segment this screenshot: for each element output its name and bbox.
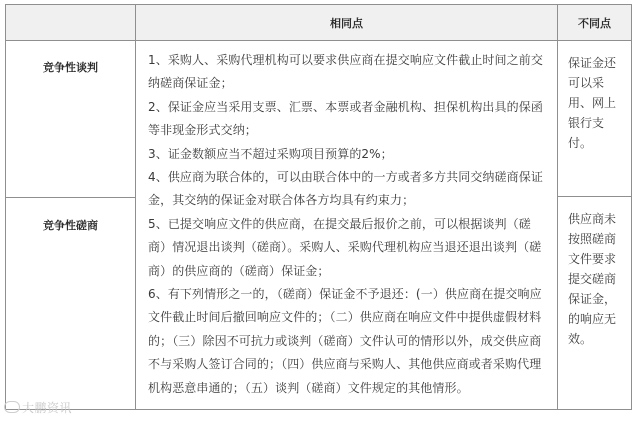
watermark-text: 大鹏资讯	[22, 401, 73, 415]
different-points-cell	[558, 41, 632, 410]
row-divider-right	[557, 196, 631, 197]
row-labels-cell	[6, 41, 136, 410]
header-different-cell: 不同点	[558, 5, 632, 41]
common-item: 1、采购人、采购代理机构可以要求供应商在提交响应文件截止时间之前交纳磋商保证金；	[148, 53, 543, 91]
watermark-icon	[4, 401, 20, 413]
different-consultation: 供应商未按照磋商文件要求提交磋商保证金，的响应无效。	[568, 212, 617, 346]
table-body-row	[6, 41, 632, 410]
common-item: 2、保证金应当采用支票、汇票、本票或者金融机构、担保机构出具的保函等非现金形式交纳；	[148, 99, 543, 138]
common-item: 5、已提交响应文件的供应商，在提交最后报价之前，可以根据谈判（磋商）情况退出谈判（磋商）。采购人、采购代理机构应当退还退出谈判（磋商）的供应商的（磋商）保证金；	[148, 216, 542, 278]
row-label-consultation: 竞争性磋商	[43, 219, 98, 232]
row-label-negotiation: 竞争性谈判	[43, 61, 98, 74]
different-negotiation: 保证金还可以采用、网上银行支付。	[568, 56, 617, 150]
row-divider-left	[5, 197, 135, 198]
common-points-cell	[136, 41, 558, 410]
watermark	[4, 399, 72, 416]
comparison-table	[5, 4, 632, 410]
header-common-cell: 相同点	[136, 5, 558, 41]
common-item: 4、供应商为联合体的，可以由联合体中的一方或者多方共同交纳磋商保证金，其交纳的保证金对联合体各方均具有约束力；	[148, 170, 543, 208]
common-item: 3、证金数额应当不超过采购项目预算的2%；	[148, 146, 393, 161]
table-header-row	[6, 5, 632, 41]
header-blank-cell	[6, 5, 136, 41]
common-item: 6、有下列情形之一的，（磋商）保证金不予退还：(一）供应商在提交响应文件截止时间后撤回响应文件的；（二）供应商在响应文件中提供虚假材料的；（三）除因不可抗力或谈判（磋商）文件认可的情形以外，成交供应商不与采购人签订合同的；（四）供应商与采购人、其他供应商或者采购代理机构恶意串通的；（五）谈判（磋商）文件规定的其他情形。	[148, 287, 542, 395]
